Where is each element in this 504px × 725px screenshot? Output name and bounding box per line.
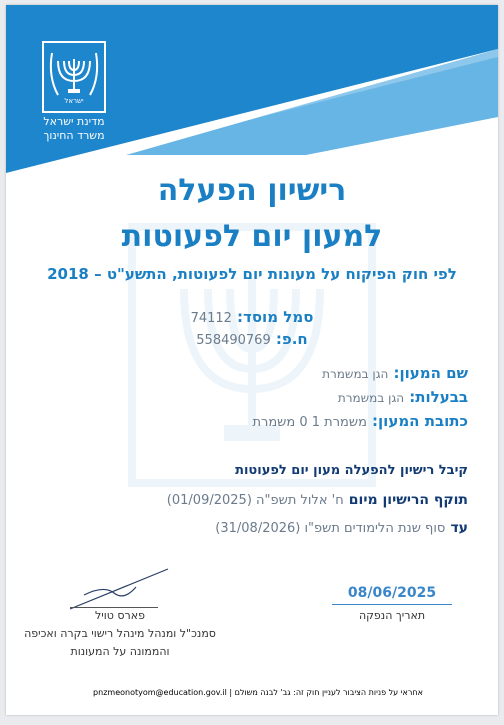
valid-until-label: עד [450,520,468,536]
institution-code: 74112 [190,311,232,326]
footer-email[interactable]: pnzmeonotyom@education.gov.il [93,688,227,697]
daycare-name-row [28,363,468,382]
footer-contact [86,688,430,697]
issue-date-label: תאריך הנפקה [358,609,426,622]
daycare-name-label: שם המעון: [393,364,468,382]
institution-code-row [6,307,498,326]
state-emblem-icon [42,41,106,113]
emblem-label: ישראל [64,97,84,105]
signer-role-line-2: והממונה על המעונות [70,645,170,658]
country-name: מדינת ישראל [43,115,105,128]
signature-line [70,607,158,608]
license-certificate [6,5,498,715]
menorah-watermark [124,219,380,491]
address-row [28,411,468,430]
title-line-1: רישיון הפעלה [157,173,347,208]
company-number: 558490769 [196,333,271,348]
valid-from: ח' אלול תשפ"ה (01/09/2025) [166,493,344,508]
valid-from-label: תוקף הרישיון מיום [348,492,468,508]
signer-role-line-1: סמנכ"ל ומנהל מינהל רישוי בקרה ואכיפה [24,627,216,640]
footer-text: אחראי על פניות הציבור לעניין חוק זה: גב' לבנה משולם | [229,688,423,697]
ministry-name: משרד החינוך [43,129,105,142]
address-label: כתובת המעון: [372,412,468,430]
owner-name: הגן במשמרת [337,391,405,405]
issue-date-line [332,604,452,605]
address: משמרת 1 0 משמרת [252,415,367,430]
title-line-2: למעון יום לפעוטות [121,219,383,254]
valid-until: סוף שנת הלימודים תשפ"ו (31/08/2026) [215,521,446,536]
subtitle: לפי חוק הפיקוח על מעונות יום לפעוטות, התשע"ט – 2018 [47,265,457,283]
valid-until-row [28,517,468,536]
owner-row [28,387,468,406]
signature-mark [64,565,174,613]
issue-date: 08/06/2025 [347,585,437,601]
company-number-row [6,329,498,348]
valid-from-row [28,489,468,508]
signer-name: פארס טויל [95,609,145,622]
daycare-name: הגן במשמרת [322,367,389,381]
license-received: קיבל רישיון להפעלה מעון יום לפעוטות [235,463,468,478]
institution-code-label: סמל מוסד: [237,308,314,326]
owner-label: בבעלות: [409,388,468,406]
company-number-label: ח.פ: [275,330,308,348]
